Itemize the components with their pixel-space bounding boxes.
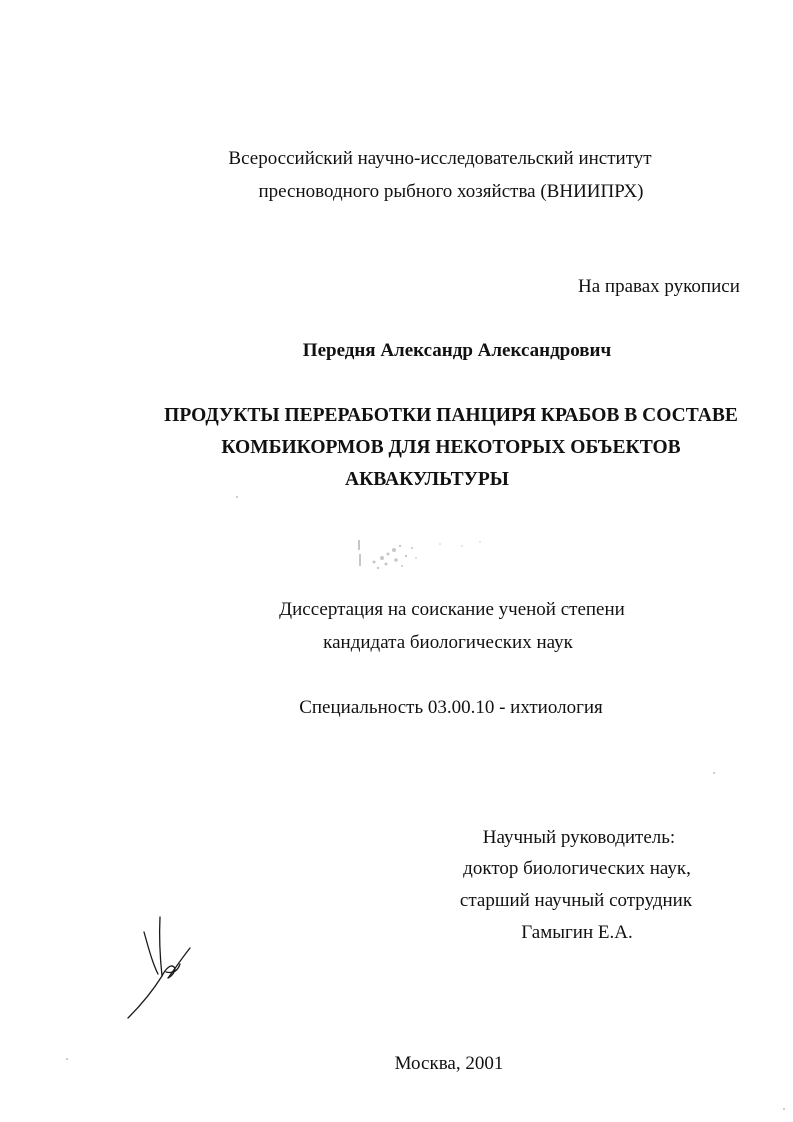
faint-stamp-mark — [352, 536, 492, 576]
title-line-2: КОМБИКОРМОВ ДЛЯ НЕКОТОРЫХ ОБЪЕКТОВ — [221, 437, 681, 458]
manuscript-note: На правах рукописи — [578, 276, 740, 297]
dissertation-line-2: кандидата биологических наук — [323, 632, 573, 653]
scan-speck — [783, 1108, 785, 1110]
institution-line-1: Всероссийский научно-исследовательский институт — [228, 148, 652, 169]
institution-line-2: пресноводного рыбного хозяйства (ВНИИПРХ) — [258, 181, 644, 202]
scan-speck — [236, 496, 238, 498]
handwritten-signature — [122, 912, 202, 1022]
footer-city-year: Москва, 2001 — [394, 1053, 504, 1074]
supervisor-position: старший научный сотрудник — [459, 890, 693, 911]
title-line-1: ПРОДУКТЫ ПЕРЕРАБОТКИ ПАНЦИРЯ КРАБОВ В СОСТАВЕ — [164, 405, 738, 426]
supervisor-name: Гамыгин Е.А. — [521, 922, 633, 943]
scan-speck — [66, 1058, 68, 1060]
dissertation-line-1: Диссертация на соискание ученой степени — [279, 599, 625, 620]
title-line-3: АКВАКУЛЬТУРЫ — [345, 469, 509, 490]
scan-speck — [713, 772, 715, 774]
supervisor-label: Научный руководитель: — [482, 827, 676, 848]
specialty: Специальность 03.00.10 - ихтиология — [299, 697, 603, 718]
author-name: Передня Александр Александрович — [302, 340, 612, 361]
supervisor-degree: доктор биологических наук, — [463, 858, 691, 879]
